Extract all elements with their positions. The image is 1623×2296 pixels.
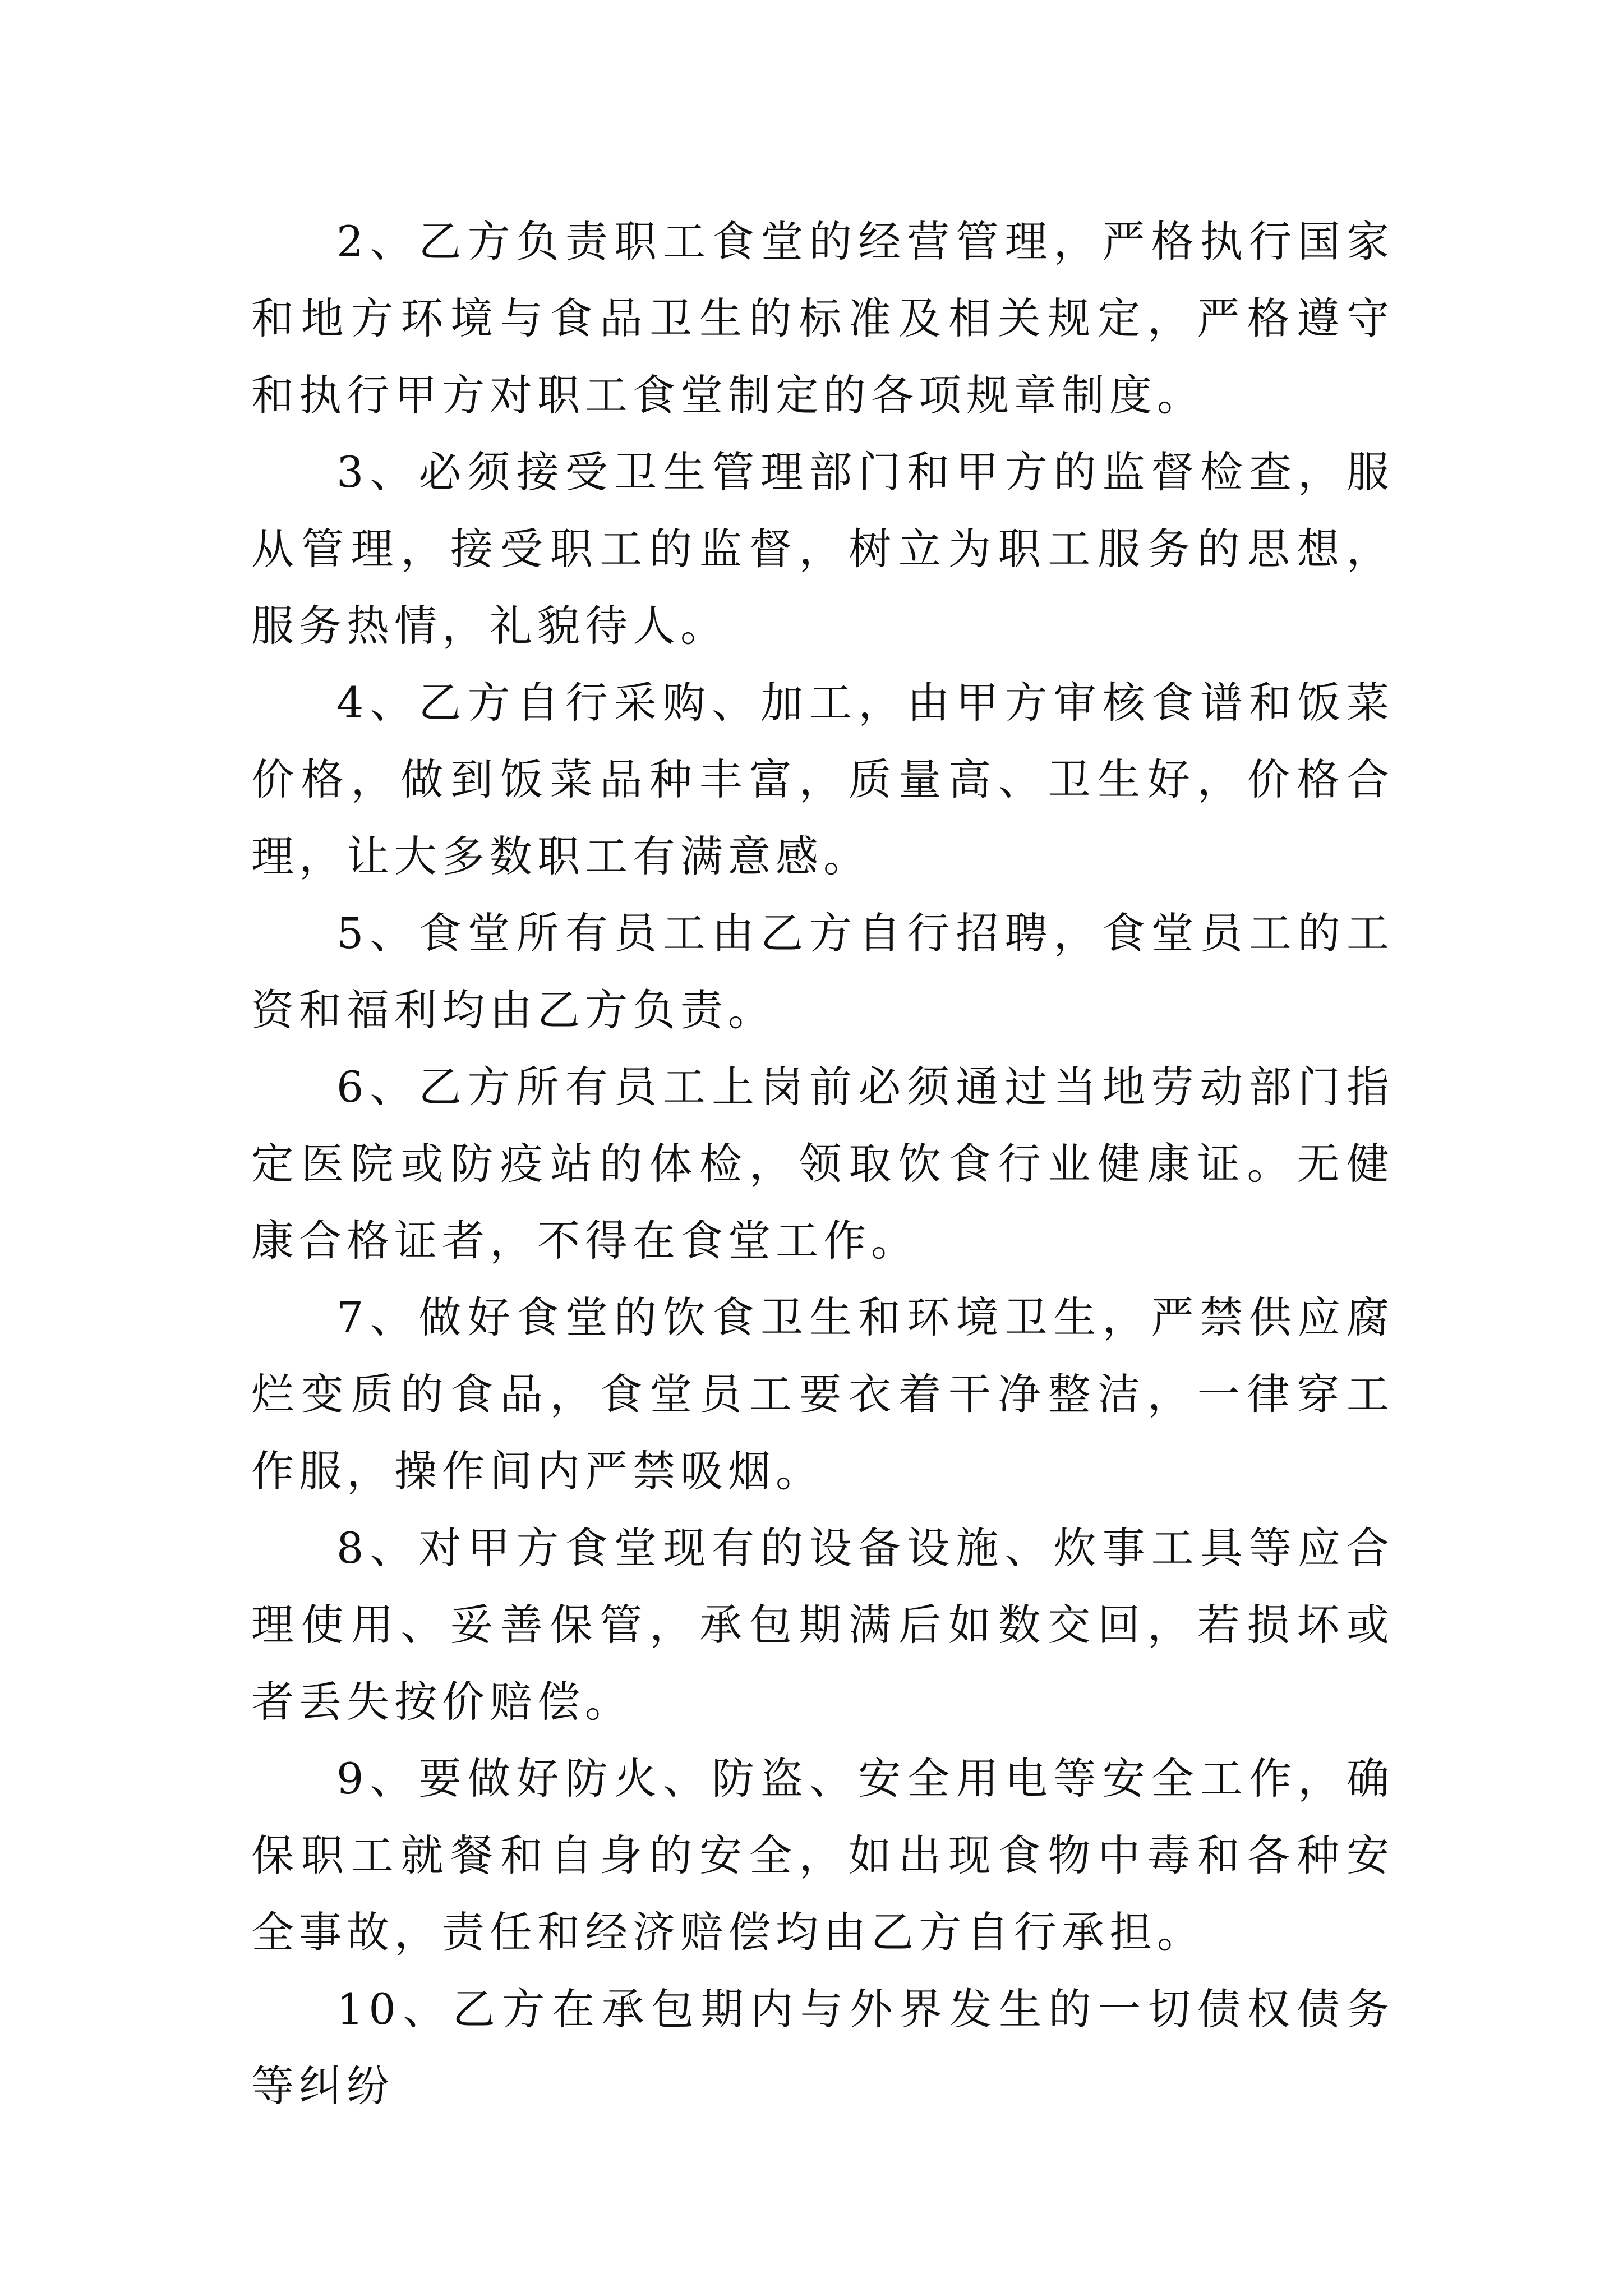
clause-7: 7、做好食堂的饮食卫生和环境卫生，严禁供应腐烂变质的食品，食堂员工要衣着干净整洁，一律穿工作服，操作间内严禁吸烟。 [251, 1292, 1394, 1496]
clause-5: 5、食堂所有员工由乙方自行招聘，食堂员工的工资和福利均由乙方负责。 [251, 908, 1394, 1035]
clause-2: 2、乙方负责职工食堂的经营管理，严格执行国家和地方环境与食品卫生的标准及相关规定，严格遵守和执行甲方对职工食堂制定的各项规章制度。 [251, 217, 1394, 420]
clause-10: 10、乙方在承包期内与外界发生的一切债权债务等纠纷 [251, 1984, 1394, 2111]
clause-9: 9、要做好防火、防盗、安全用电等安全工作，确保职工就餐和自身的安全，如出现食物中毒和各种安全事故，责任和经济赔偿均由乙方自行承担。 [251, 1754, 1394, 1957]
clause-3: 3、必须接受卫生管理部门和甲方的监督检查，服从管理，接受职工的监督，树立为职工服务的思想，服务热情，礼貌待人。 [251, 447, 1394, 651]
document-body [251, 203, 1394, 2124]
clause-8: 8、对甲方食堂现有的设备设施、炊事工具等应合理使用、妥善保管，承包期满后如数交回，若损坏或者丢失按价赔偿。 [251, 1523, 1394, 1727]
clause-6: 6、乙方所有员工上岗前必须通过当地劳动部门指定医院或防疫站的体检，领取饮食行业健康证。无健康合格证者，不得在食堂工作。 [251, 1062, 1394, 1266]
clause-4: 4、乙方自行采购、加工，由甲方审核食谱和饭菜价格，做到饭菜品种丰富，质量高、卫生好，价格合理，让大多数职工有满意感。 [251, 678, 1394, 881]
